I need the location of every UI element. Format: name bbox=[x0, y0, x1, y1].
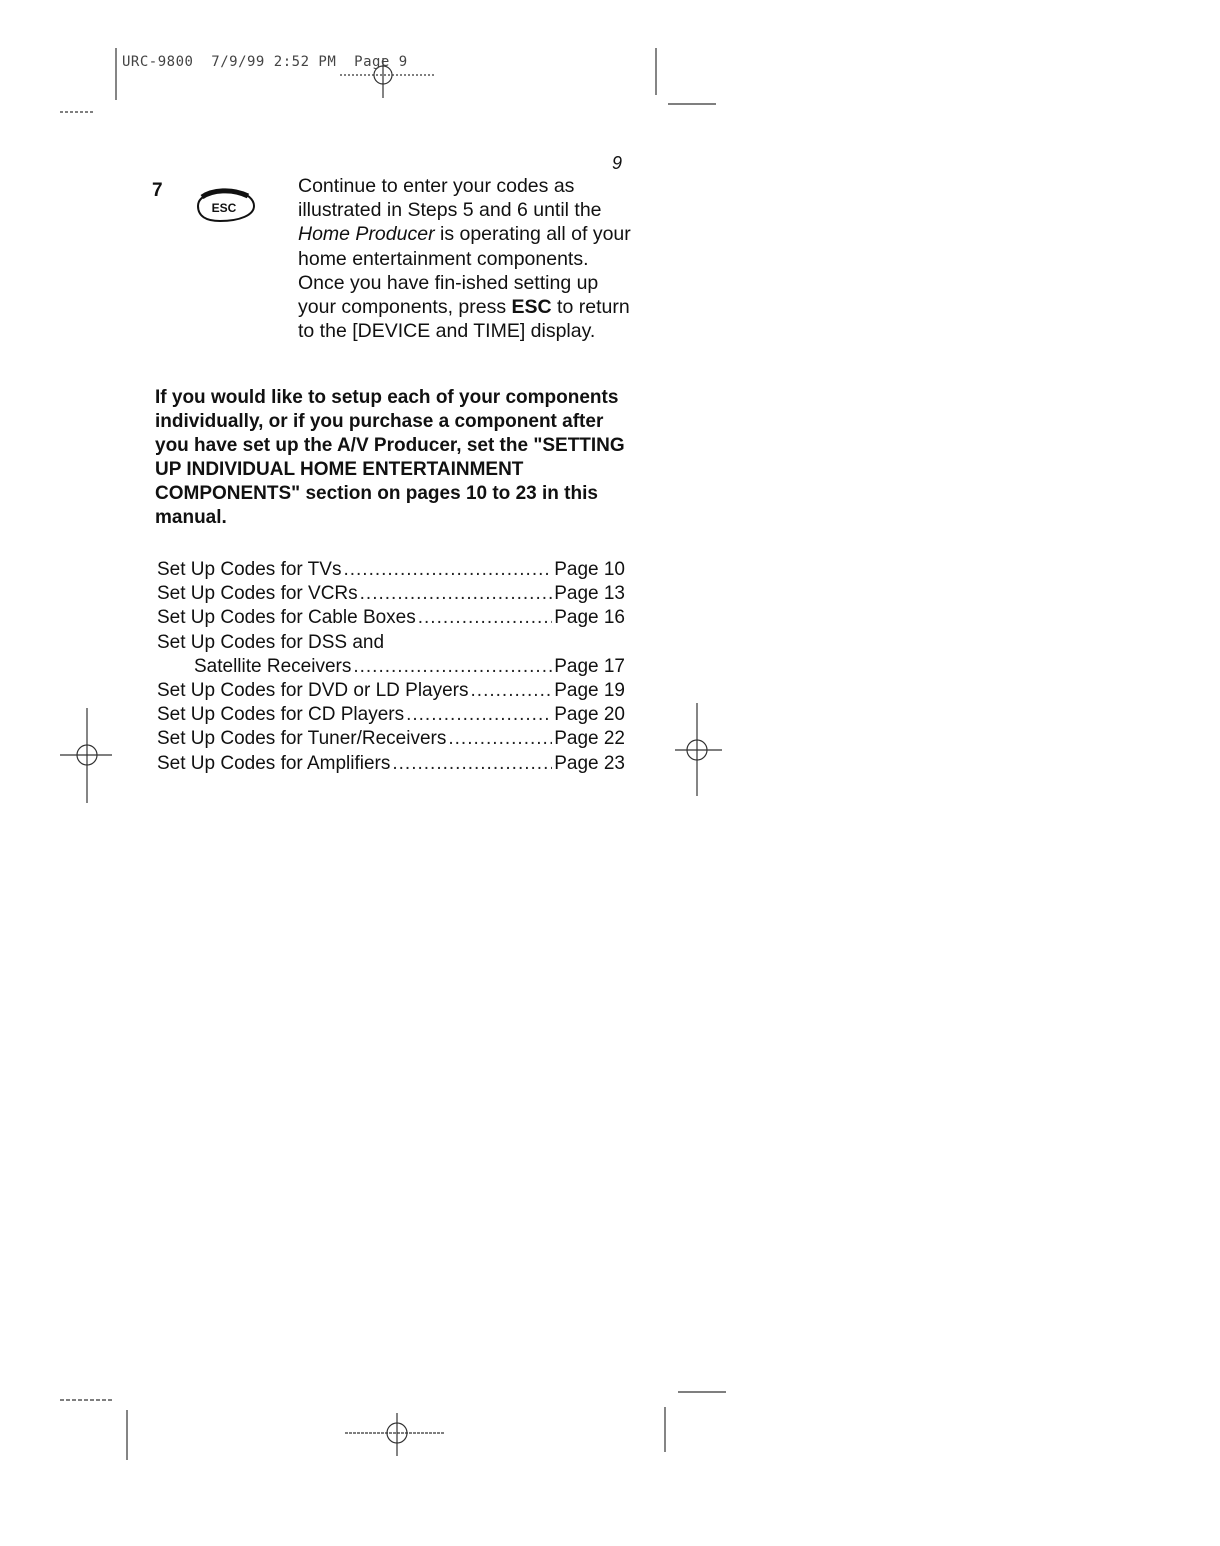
step-number: 7 bbox=[152, 180, 163, 201]
toc-entry: Satellite Receivers ..... Page 17 bbox=[157, 655, 625, 679]
toc-entry: Set Up Codes for Tuner/Receivers ..... Page 22 bbox=[157, 727, 625, 751]
toc-entry: Set Up Codes for Amplifiers ..... Page 23 bbox=[157, 752, 625, 776]
esc-button-label: ESC bbox=[211, 201, 237, 215]
esc-key-label: ESC bbox=[511, 296, 552, 319]
esc-button-icon bbox=[192, 188, 256, 224]
toc-entry: Set Up Codes for VCRs ..... Page 13 bbox=[157, 582, 625, 606]
page-number: 9 bbox=[612, 153, 623, 173]
toc-entry: Set Up Codes for DSS and bbox=[157, 631, 385, 653]
product-name: Home Producer bbox=[298, 223, 435, 246]
toc-entry: Set Up Codes for Cable Boxes ..... Page 16 bbox=[157, 606, 625, 630]
setup-codes-index bbox=[157, 558, 625, 776]
step-7-text: Continue to enter your codes as illustrated in Steps 5 and 6 until the Home Producer is operating all of your home entertainment components. Once you have fin-ished setting up your components, press ESC to return to the [DEVICE and TIME] display. bbox=[298, 175, 631, 343]
print-slug: URC-9800 7/9/99 2:52 PM Page 9 bbox=[122, 54, 408, 70]
toc-entry: Set Up Codes for CD Players ..... Page 20 bbox=[157, 703, 625, 727]
toc-entry: Set Up Codes for DVD or LD Players ..... Page 19 bbox=[157, 679, 625, 703]
toc-entry: Set Up Codes for TVs ..... Page 10 bbox=[157, 558, 625, 582]
individual-setup-notice: If you would like to setup each of your components individually, or if you purchase a component after you have set up the A/V Producer, set the "SETTING UP INDIVIDUAL HOME ENTERTAINMENT COMPONENTS" section on pages 10 to 23 in this manual. bbox=[155, 387, 625, 529]
